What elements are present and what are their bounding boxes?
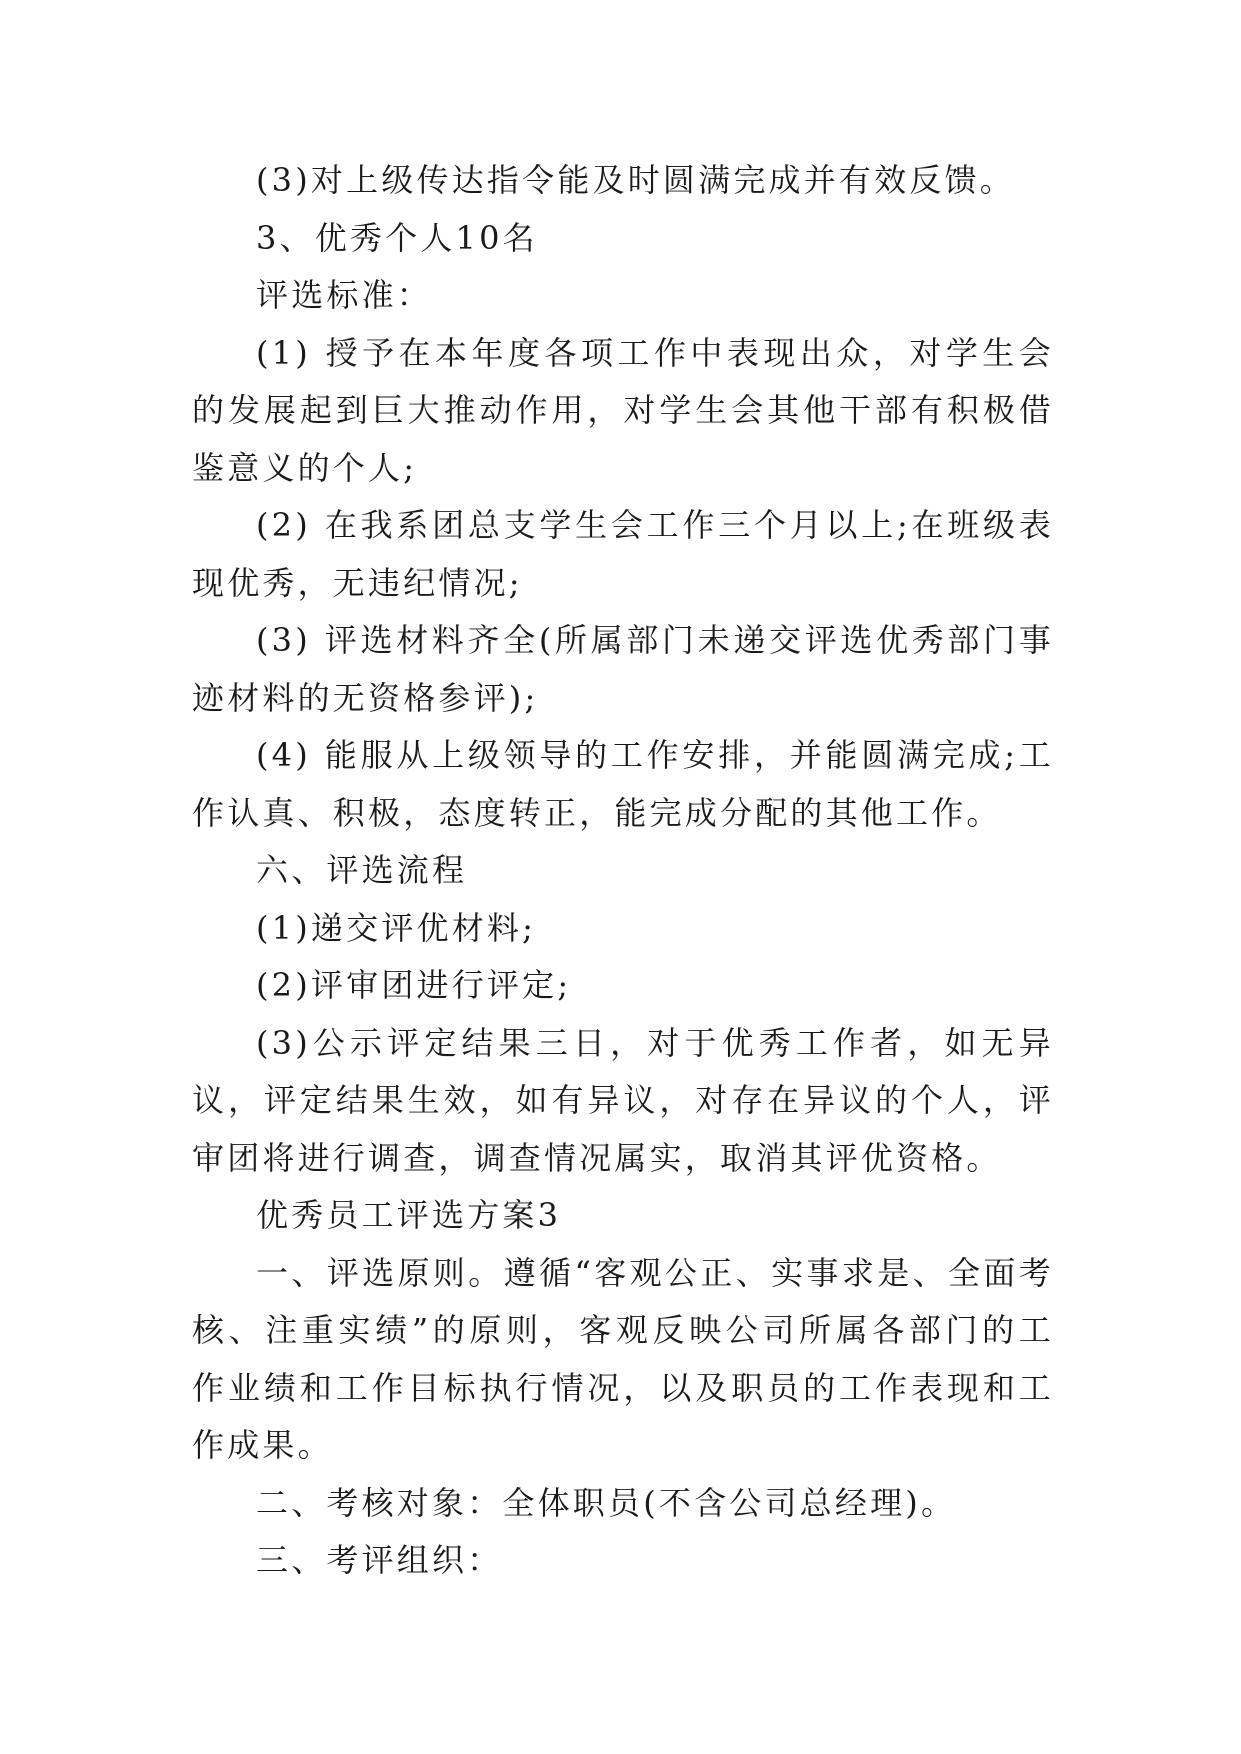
paragraph-3: 评选标准： xyxy=(256,276,433,314)
paragraph-10: (2)评审团进行评定; xyxy=(256,966,572,1004)
paragraph-1: (3)对上级传达指令能及时圆满完成并有效反馈。 xyxy=(256,161,1015,199)
section-heading-process: 六、评选流程 xyxy=(256,851,468,889)
paragraph-11: (3)公示评定结果三日，对于优秀工作者，如无异议，评定结果生效，如有异议，对存在异议的个人，评审团将进行调查，调查情况属实，取消其评优资格。 xyxy=(192,1023,1054,1177)
paragraph-5: (2) 在我系团总支学生会工作三个月以上;在班级表现优秀，无违纪情况; xyxy=(192,506,1054,602)
document-body xyxy=(192,152,1054,1590)
paragraph-14: 二、考核对象：全体职员(不含公司总经理)。 xyxy=(256,1483,957,1522)
paragraph-15: 三、考评组织： xyxy=(256,1541,503,1579)
paragraph-9: (1)递交评优材料; xyxy=(256,908,537,947)
paragraph-13: 一、评选原则。遵循“客观公正、实事求是、全面考核、注重实绩”的原则，客观反映公司所属各部门的工作业绩和工作目标执行情况，以及职员的工作表现和工作成果。 xyxy=(192,1253,1054,1464)
paragraph-2: 3、优秀个人10名 xyxy=(256,218,538,257)
paragraph-4: (1) 授予在本年度各项工作中表现出众，对学生会的发展起到巨大推动作用，对学生会其他干部有积极借鉴意义的个人; xyxy=(192,333,1054,487)
paragraph-6: (3) 评选材料齐全(所属部门未递交评选优秀部门事迹材料的无资格参评); xyxy=(192,621,1054,717)
section-heading-plan-3: 优秀员工评选方案3 xyxy=(256,1196,562,1234)
paragraph-7: (4) 能服从上级领导的工作安排，并能圆满完成;工作认真、积极，态度转正，能完成分配的其他工作。 xyxy=(192,736,1054,832)
